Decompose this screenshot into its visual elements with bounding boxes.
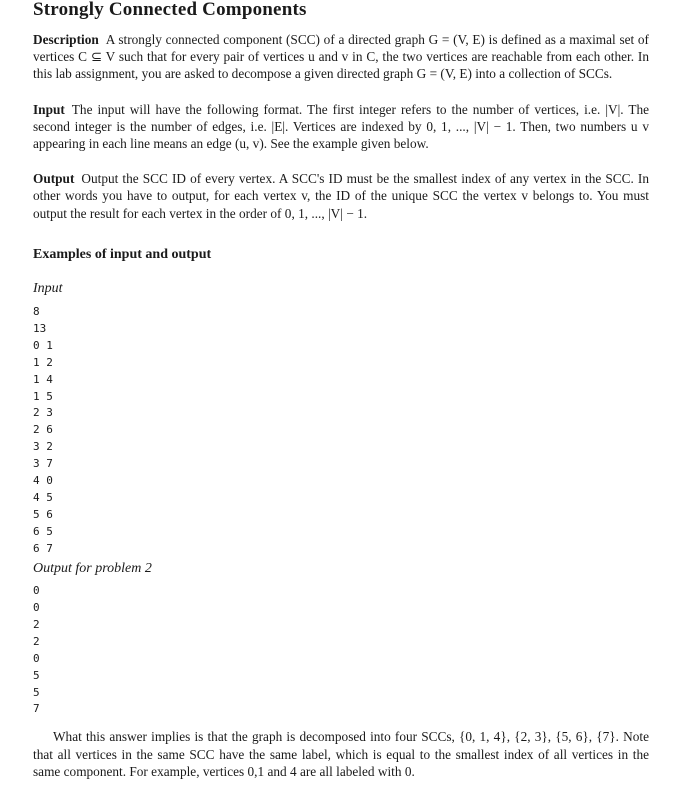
output-line: 0 — [33, 600, 40, 614]
input-line: 1 2 — [33, 355, 53, 369]
input-text: The input will have the following format. The first integer refers to the number of vertices, i.e. |V|. The second integer is the number of edges, i.e. |E|. Vertices are indexed by 0, 1, ..., |V| − 1. Then, two numbers u v appearing in each line means an edge (u, v). See the example given below. — [33, 101, 649, 152]
input-line: 4 5 — [33, 491, 53, 505]
input-line: 5 6 — [33, 508, 53, 522]
output-line: 2 — [33, 617, 40, 631]
output-heading: Output — [33, 171, 75, 187]
input-line: 3 7 — [33, 457, 53, 471]
input-line: 8 — [33, 304, 40, 318]
output-line: 5 — [33, 668, 40, 682]
input-line: 2 6 — [33, 423, 53, 437]
description-text: A strongly connected component (SCC) of a directed graph G = (V, E) is defined as a maximal set of vertices C ⊆ V such that for every pair of vertices u and v in C, the two vertices are reachable from each other. In this lab assignment, you are asked to decompose a given directed graph G = (V, E) into a collection of SCCs. — [33, 32, 649, 82]
example-input-label: Input — [33, 280, 63, 296]
input-line: 6 5 — [33, 525, 53, 539]
document-page — [33, 0, 649, 780]
output-paragraph — [33, 170, 649, 222]
examples-heading: Examples of input and output — [33, 246, 212, 262]
input-line: 1 5 — [33, 389, 53, 403]
output-line: 5 — [33, 685, 40, 699]
input-line: 4 0 — [33, 474, 53, 488]
input-line: 0 1 — [33, 338, 53, 352]
output-line: 7 — [33, 702, 40, 716]
output-line: 0 — [33, 583, 40, 597]
input-line: 13 — [33, 321, 47, 335]
input-line: 2 3 — [33, 406, 53, 420]
input-paragraph — [33, 101, 649, 153]
output-line: 0 — [33, 651, 40, 665]
description-heading: Description — [33, 32, 99, 47]
example-input-block — [33, 304, 649, 558]
page-title: Strongly Connected Components — [33, 0, 307, 20]
description-paragraph — [33, 31, 649, 83]
closing-paragraph: What this answer implies is that the graph is decomposed into four SCCs, {0, 1, 4}, {2, 3}, {5, 6}, {7}. Note that all vertices in the same SCC have the same label, which is equal to the smallest index of all vertices in the same component. For example, vertices 0,1 and 4 are all labeled with 0. — [33, 729, 649, 779]
input-heading: Input — [33, 101, 65, 117]
input-line: 6 7 — [33, 541, 53, 555]
output-text: Output the SCC ID of every vertex. A SCC's ID must be the smallest index of any vertex in the SCC. In other words you have to output, for each vertex v, the ID of the unique SCC the vertex v belongs to. You must output the result for each vertex in the order of 0, 1, ..., |V| − 1. — [33, 171, 649, 221]
output-line: 2 — [33, 634, 40, 648]
example-output-label: Output for problem 2 — [33, 560, 152, 576]
input-line: 1 4 — [33, 372, 53, 386]
example-output-block — [33, 583, 649, 719]
input-line: 3 2 — [33, 440, 53, 454]
